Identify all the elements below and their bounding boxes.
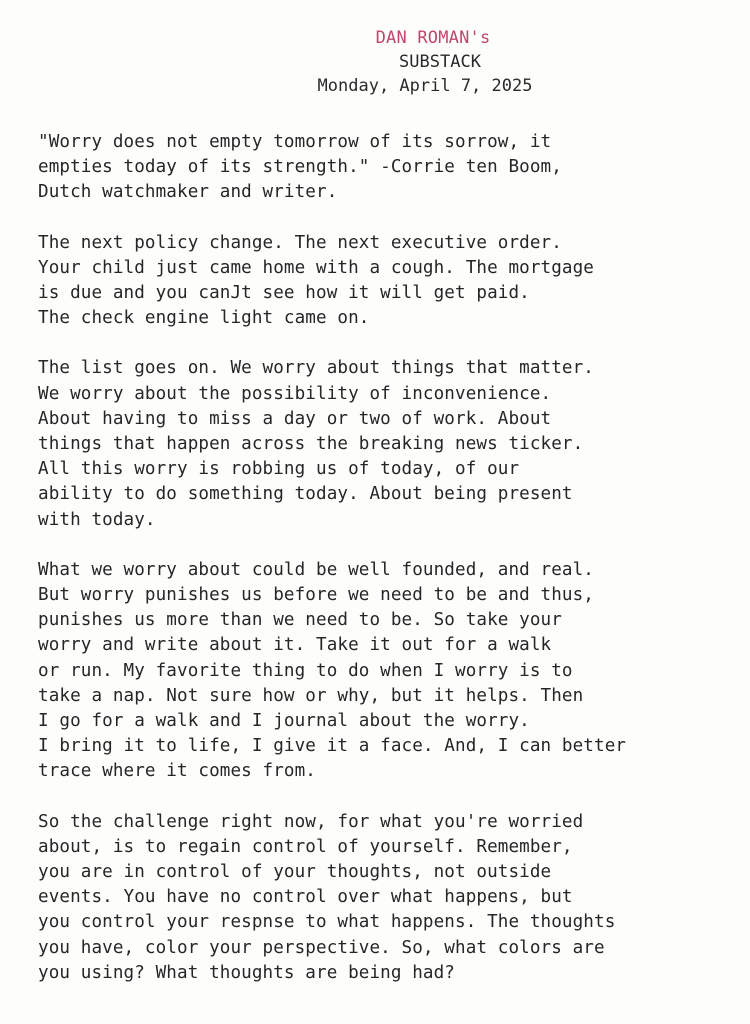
text-line: The list goes on. We worry about things that matter. (38, 358, 595, 379)
post-date: Monday, April 7, 2025 (317, 76, 533, 96)
text-line: punishes us more than we need to be. So take your (38, 610, 562, 631)
text-line: The next policy change. The next executive order. (38, 232, 562, 253)
page-header (0, 26, 750, 98)
text-line: you are in control of your thoughts, not outside (38, 862, 552, 883)
text-line: or run. My favorite thing to do when I worry is to (38, 660, 573, 681)
text-line: take a nap. Not sure how or why, but it helps. Then (38, 685, 584, 706)
text-line: About having to miss a day or two of work. About (38, 408, 552, 429)
text-line: But worry punishes us before we need to be and thus, (38, 585, 595, 606)
text-line: events. You have no control over what happens, but (38, 887, 573, 908)
text-line: you using? What thoughts are being had? (38, 962, 456, 983)
text-line: "Worry does not empty tomorrow of its sorrow, it (38, 132, 552, 152)
text-line: I bring it to life, I give it a face. And, I can better (38, 736, 627, 757)
text-line: about, is to regain control of yourself. Remember, (38, 836, 573, 857)
text-line: Dutch watchmaker and writer. (38, 182, 338, 203)
text-line: All this worry is robbing us of today, of our (38, 459, 520, 480)
publication-name: SUBSTACK (399, 52, 481, 72)
paragraph-quote (38, 130, 743, 206)
text-line: is due and you canJt see how it will get paid. (38, 283, 530, 304)
text-line: worry and write about it. Take it out for a walk (38, 635, 552, 656)
text-line: We worry about the possibility of inconvenience. (38, 383, 552, 404)
paragraph (38, 810, 743, 986)
text-line: you control your respnse to what happens. The thoughts (38, 912, 616, 933)
article-body (38, 130, 743, 1011)
text-line: with today. (38, 509, 156, 530)
text-line: things that happen across the breaking news ticker. (38, 434, 584, 455)
text-line: The check engine light came on. (38, 308, 370, 329)
text-line: trace where it comes from. (38, 761, 317, 782)
text-line: So the challenge right now, for what you're worried (38, 811, 584, 832)
paragraph (38, 356, 743, 532)
text-line: What we worry about could be well founded, and real. (38, 559, 595, 580)
text-line: you have, color your perspective. So, what colors are (38, 937, 605, 958)
text-line: Your child just came home with a cough. The mortgage (38, 257, 595, 278)
paragraph (38, 558, 743, 785)
text-line: ability to do something today. About being present (38, 484, 573, 505)
author-name: DAN ROMAN's (375, 28, 491, 48)
text-line: I go for a walk and I journal about the worry. (38, 711, 530, 732)
text-line: empties today of its strength." -Corrie ten Boom, (38, 157, 562, 178)
paragraph (38, 231, 743, 332)
